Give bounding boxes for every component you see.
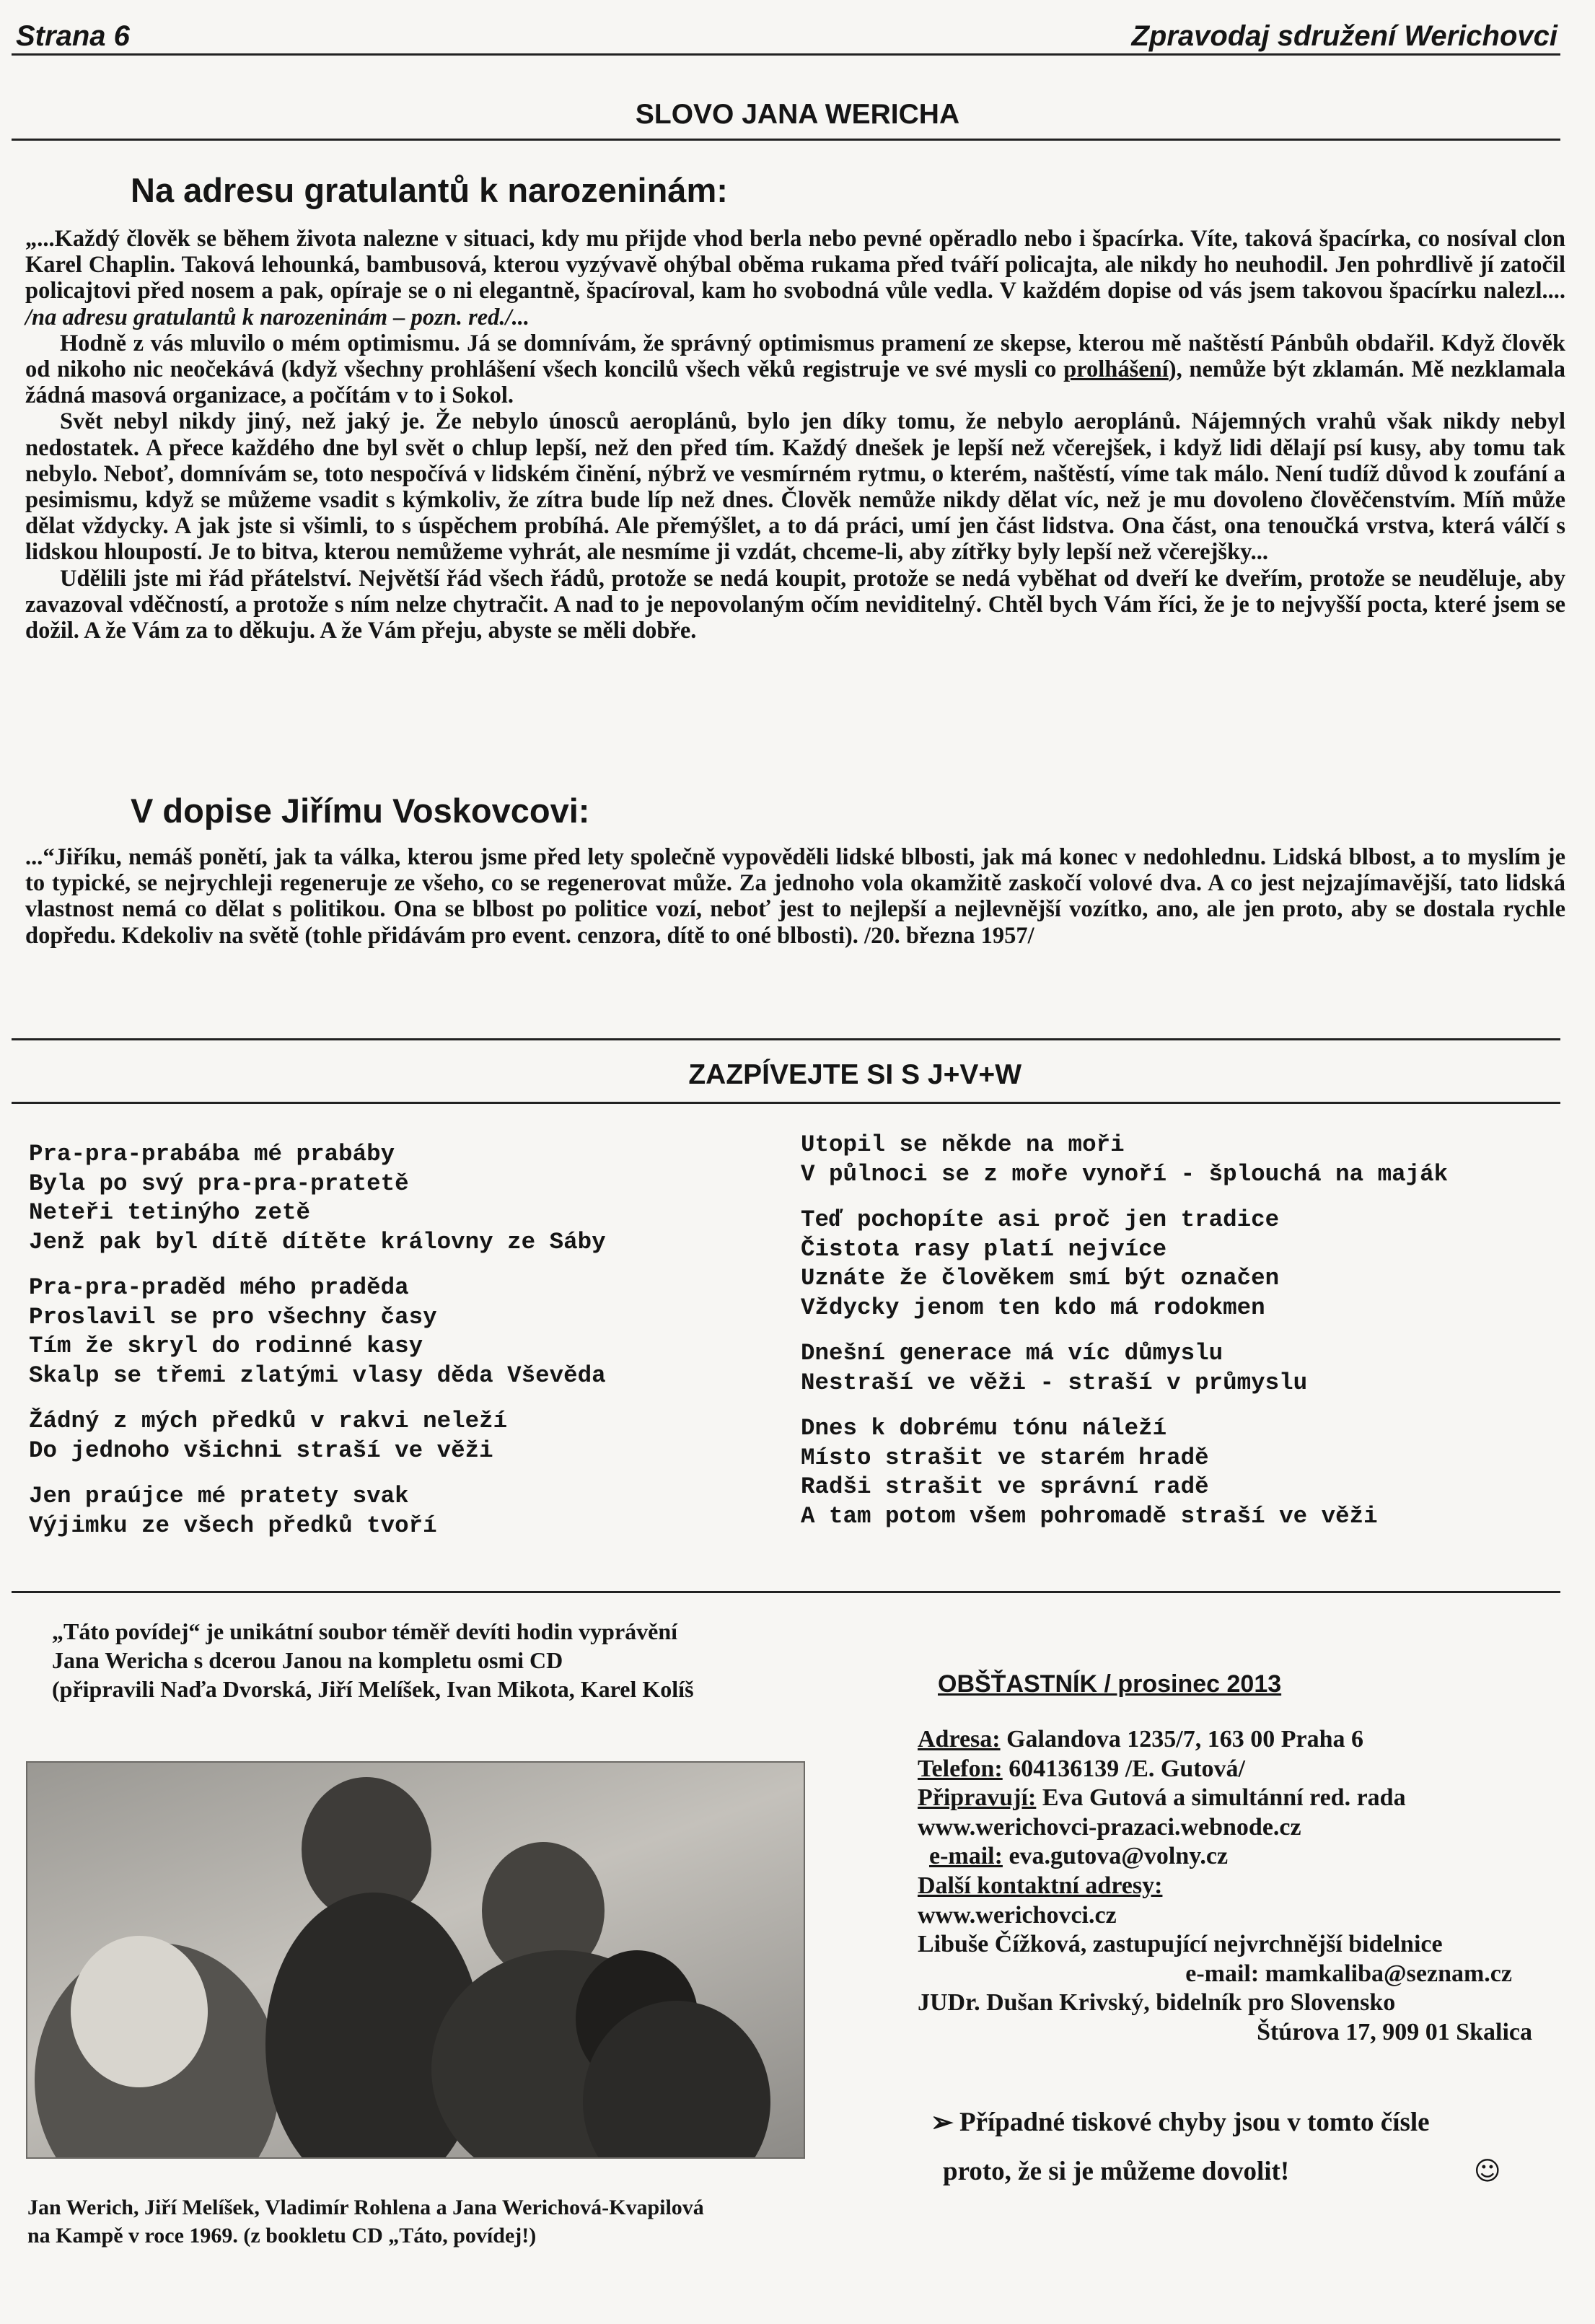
contact-phone: Telefon: 604136139 /E. Gutová/ bbox=[918, 1755, 1245, 1782]
contact-block bbox=[918, 1725, 1552, 2048]
song-line: Neteři tetinýho zetě bbox=[29, 1199, 311, 1226]
section-rule-1 bbox=[12, 139, 1560, 141]
song-stanza bbox=[29, 1140, 606, 1257]
song-line: Radši strašit ve správní radě bbox=[801, 1473, 1209, 1500]
cd-info-line-2: Jana Wericha s dcerou Janou na kompletu osmi CD bbox=[52, 1647, 563, 1673]
group-photo bbox=[26, 1761, 805, 2159]
song-line: Do jednoho všichni straší ve věži bbox=[29, 1437, 493, 1464]
song-line: Žádný z mých předků v rakvi neleží bbox=[29, 1408, 508, 1434]
cd-info bbox=[52, 1617, 694, 1703]
contact-person-1-email[interactable]: e-mail: mamkaliba@seznam.cz bbox=[1185, 1960, 1512, 1987]
song-line: Vždycky jenom ten kdo má rodokmen bbox=[801, 1294, 1265, 1321]
song-line: Uznáte že člověkem smí být označen bbox=[801, 1265, 1280, 1292]
underlined-word: prolhášení bbox=[1063, 356, 1169, 383]
section-title-song: ZAZPÍVEJTE SI S J+V+W bbox=[688, 1059, 1021, 1090]
obstastnik-title: OBŠŤASTNÍK / prosinec 2013 bbox=[938, 1670, 1282, 1698]
song-stanza bbox=[801, 1414, 1448, 1531]
paragraph-2: Hodně z vás mluvilo o mém optimismu. Já se domnívám, že správný optimismus pramení ze skepse, kterou mě naštěstí Pánbůh obdařil. Když člověk od nikoho nic neočekává (když všechny prohlášení všech koncilů všech věků registruje ve své mysli co prolhášení), nemůže být zklamán. Mě nezklamala žádná masová organizace, a počítám v to i Sokol. bbox=[25, 330, 1565, 409]
song-stanza bbox=[801, 1339, 1448, 1398]
song-right-column bbox=[801, 1131, 1448, 1548]
song-line: Pra-pra-praděd mého praděda bbox=[29, 1274, 409, 1301]
cd-info-line-1: „Táto povídej“ je unikátní soubor téměř devíti hodin vyprávění bbox=[52, 1618, 678, 1644]
section-title-slovo: SLOVO JANA WERICHA bbox=[635, 99, 960, 130]
misprint-line-1: Případné tiskové chyby jsou v tomto čísle bbox=[959, 2108, 1430, 2137]
song-line: Jenž pak byl dítě dítěte královny ze Sáby bbox=[29, 1228, 606, 1255]
smiley-icon: ☺ bbox=[1474, 2157, 1501, 2186]
song-line: Proslavil se pro všechny časy bbox=[29, 1303, 437, 1330]
header-rule bbox=[12, 53, 1560, 56]
song-stanza bbox=[29, 1407, 606, 1465]
section-rule-4 bbox=[12, 1591, 1560, 1593]
contact-other-label: Další kontaktní adresy: bbox=[918, 1872, 1163, 1899]
song-stanza bbox=[801, 1206, 1448, 1323]
contact-email[interactable]: e-mail: eva.gutova@volny.cz bbox=[929, 1843, 1229, 1870]
contact-web-2[interactable]: www.werichovci.cz bbox=[918, 1901, 1117, 1929]
song-line: Výjimku ze všech předků tvoří bbox=[29, 1512, 437, 1539]
song-line: Byla po svý pra-pra-pratetě bbox=[29, 1170, 409, 1197]
song-line: Jen praújce mé pratety svak bbox=[29, 1483, 409, 1509]
song-line: Skalp se třemi zlatými vlasy děda Vševěda bbox=[29, 1361, 606, 1389]
paragraph-1: „...Každý člověk se během života nalezne v situaci, kdy mu přijde vhod berla nebo pevné opěradlo nebo i špacírka. Víte, taková špacírka, co nosíval clon Karel Chaplin. Taková lehounká, bambusová, kterou vyzývavě ohýbal oběma rukama před tváří policajta, ale nikdy ho neuhodil. Jen pohrdlivě jí zatočil policajtovi před nosem a pak, opíraje se o ni elegantně, špacíroval, kam ho svobodná vůle vedla. V každém dopise od vás jsem takovou špacírku nalezl.... /na adresu gratulantů k narozeninám – pozn. red./... bbox=[25, 226, 1565, 330]
contact-person-2: JUDr. Dušan Krivský, bidelník pro Slovensko bbox=[918, 1989, 1396, 2017]
letter-voskovec bbox=[25, 844, 1565, 949]
song-line: Dnes k dobrému tónu náleží bbox=[801, 1415, 1167, 1442]
song-line: Utopil se někde na moři bbox=[801, 1131, 1125, 1158]
page-number: Strana 6 bbox=[16, 20, 130, 52]
song-line: Dnešní generace má víc důmyslu bbox=[801, 1340, 1223, 1367]
cd-info-line-3: (připravili Naďa Dvorská, Jiří Melíšek, Ivan Mikota, Karel Kolíš bbox=[52, 1676, 694, 1702]
paragraph-3: Svět nebyl nikdy jiný, než jaký je. Že nebylo únosců aeroplánů, bylo jen díky tomu, že nebylo aeroplánů. Nájemných vrahů však nikdy nebyl nedostatek. A přece každého dne byl svět o chlup lepší, než den před tím. Každý dnešek je lepší než včerejšek, i když lidi dělají psí kusy, aby tomu tak nebylo. Neboť, domnívám se, toto nespočívá v lidském činění, nýbrž ve vesmírném rytmu, o kterém, naštěstí, víme tak málo. Není tudíž důvod k zoufání a pesimismu, když se můžeme vsadit s kýmkoliv, že zítra bude líp než dnes. Člověk nemůže nikdy dělat víc, než je mu dovoleno člověčenstvím. Míň může dělat vždycky. A jak jste si všimli, to s úspěchem probíhá. Ale přemýšlet, a to dá práci, umí jen část lidstva. Ona část, ona tenoučká vrstva, která válčí s lidskou hloupostí. Je to bitva, kterou nemůžeme vyhrát, ale nesmíme ji vzdát, chceme-li, aby zítřky byly lepší než včerejšky... bbox=[25, 408, 1565, 566]
caption-line-1: Jan Werich, Jiří Melíšek, Vladimír Rohlena a Jana Werichová-Kvapilová bbox=[27, 2196, 704, 2219]
song-line: Místo strašit ve starém hradě bbox=[801, 1444, 1209, 1471]
arrow-icon: ➢ bbox=[931, 2108, 954, 2138]
paragraph-5: ...“Jiříku, nemáš ponětí, jak ta válka, kterou jsme před lety společně vypověděli lidské blbosti, jak má konec v nedohlednu. Lidská blbost, a to myslím je to typické, se nejrychleji regeneruje ze všeho, co se regenerovat může. Za jednoho vola okamžitě zaskočí volové dva. A co jest nejzajímavější, tato lidská vlastnost nemá co dělat s politikou. Ona se blbost po politice vozí, neboť jest to nejlepší a nejlevnější vozítko, ano, ale jen proto, aby se dostala rychle dopředu. Kdekoliv na světě (tohle přidávám pro event. cenzora, dítě to oné blbosti). /20. března 1957/ bbox=[25, 844, 1565, 949]
song-stanza bbox=[29, 1273, 606, 1390]
contact-web[interactable]: www.werichovci-prazaci.webnode.cz bbox=[918, 1813, 1301, 1841]
song-left-column bbox=[29, 1140, 606, 1557]
song-line: Tím že skryl do rodinné kasy bbox=[29, 1333, 423, 1359]
heading-voskovec: V dopise Jiřímu Voskovcovi: bbox=[131, 792, 590, 830]
song-stanza bbox=[801, 1131, 1448, 1189]
section-rule-3 bbox=[12, 1102, 1560, 1104]
song-line: Čistota rasy platí nejvíce bbox=[801, 1235, 1167, 1263]
song-stanza bbox=[29, 1482, 606, 1540]
contact-person-2-address: Štúrova 17, 909 01 Skalica bbox=[1257, 2018, 1532, 2045]
photo-caption bbox=[27, 2193, 857, 2250]
song-line: Teď pochopíte asi proč jen tradice bbox=[801, 1206, 1280, 1233]
song-line: A tam potom všem pohromadě straší ve věži bbox=[801, 1502, 1378, 1530]
caption-line-2: na Kampě v roce 1969. (z bookletu CD „Táto, povídej!) bbox=[27, 2224, 537, 2248]
contact-person-1: Libuše Čížková, zastupující nejvrchnější bidelnice bbox=[918, 1931, 1443, 1958]
section-rule-2 bbox=[12, 1038, 1560, 1040]
paragraph-4: Udělili jste mi řád přátelství. Největší řád všech řádů, protože se nedá koupit, protože se nedá vyběhat od dveří ke dveřím, protože se neuděluje, aby zavazoval vděčností, a protože s ním nelze chytračit. A nad to je nepovolaným očím neviditelný. Chtěl bych Vám říci, že je to nejvyšší pocta, které jsem se dožil. A že Vám za to děkuju. A že Vám přeju, abyste se měli dobře. bbox=[25, 565, 1565, 644]
publication-name: Zpravodaj sdružení Werichovci bbox=[1131, 20, 1557, 52]
contact-address: Adresa: Galandova 1235/7, 163 00 Praha 6 bbox=[918, 1726, 1364, 1753]
song-line: Pra-pra-prabába mé prabáby bbox=[29, 1141, 395, 1167]
misprint-line-2: proto, že si je můžeme dovolit! bbox=[943, 2157, 1290, 2186]
song-line: V půlnoci se z moře vynoří - šplouchá na maják bbox=[801, 1160, 1449, 1188]
song-line: Nestraší ve věži - straší v průmyslu bbox=[801, 1369, 1308, 1396]
contact-editors: Připravují: Eva Gutová a simultánní red. rada bbox=[918, 1784, 1406, 1812]
heading-gratulanti: Na adresu gratulantů k narozeninám: bbox=[131, 171, 728, 209]
editor-note: /na adresu gratulantů k narozeninám – pozn. red./... bbox=[25, 304, 530, 330]
letter-gratulanti bbox=[25, 226, 1565, 644]
